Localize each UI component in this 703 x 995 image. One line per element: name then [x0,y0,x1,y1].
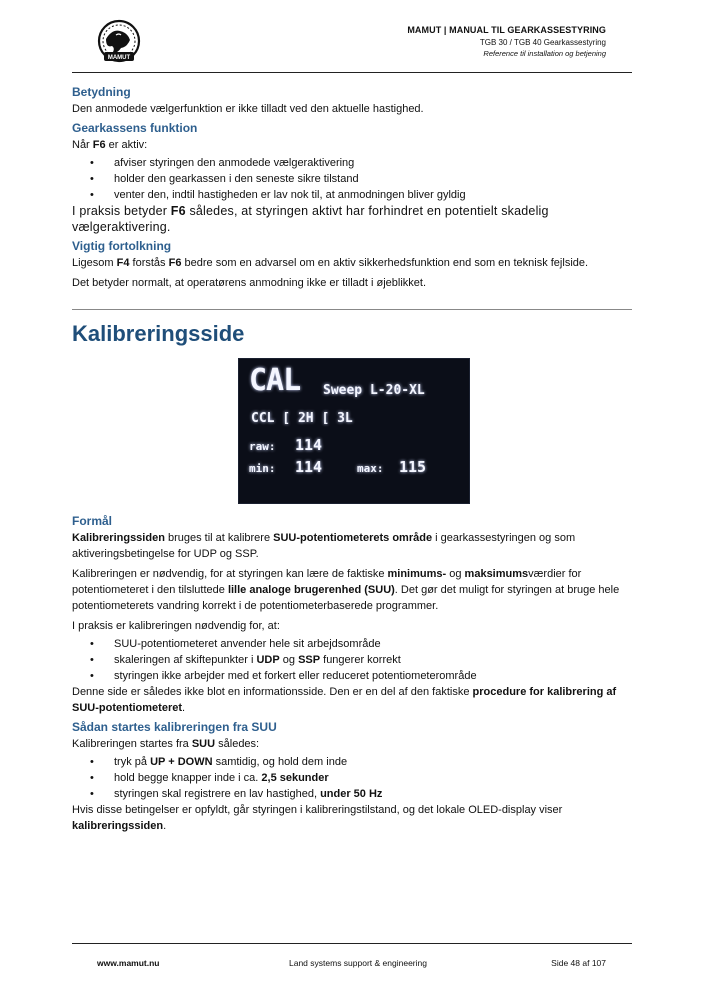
bold-run: F6 [170,204,186,218]
text-run: tryk på [114,756,151,768]
header-subtitle: TGB 30 / TGB 40 Gearkassestyring [479,38,606,47]
text-run: værdier for potentiometeret i den tilsluttede [72,568,582,596]
page-content [72,83,632,834]
text-run: . [163,820,167,832]
paragraph-noedvendig [72,566,632,614]
header-divider [72,72,632,73]
paragraph-betydning: Den anmodede vælgerfunktion er ikke tilladt ved den aktuelle hastighed. [72,103,424,115]
paragraph-denne-side [72,684,632,716]
text-run: Kalibreringen startes fra [72,738,192,750]
oled-min-label: min: [249,462,276,475]
list-item [72,770,632,786]
footer-center-text: Land systems support & engineering [289,958,427,968]
oled-raw-label: raw: [249,440,276,453]
text-run: . [182,702,186,714]
bold-run: under 50 Hz [320,788,383,800]
paragraph-i-praksis: I praksis er kalibreringen nødvendig for, at: [72,620,280,632]
oled-min-value: 114 [295,458,323,476]
text-run: i gearkassestyringen og som aktiveringsbetingelse for UDP og SSP. [72,532,576,560]
oled-cal-label: CAL [249,363,301,398]
text-run: forstås [129,257,169,269]
list-item [72,786,632,802]
paragraph-vigtig [72,255,632,271]
heading-formaal: Formål [72,514,113,528]
text-run: Kalibreringen er nødvendig, for at styringen kan lære de faktiske [72,568,388,580]
bullet-list-kalibrering [72,636,632,684]
bold-run: F6 [92,139,106,151]
list-item: • SUU-potentiometeret anvender hele sit arbejdsområde [72,636,632,652]
paragraph-naar-f6 [72,137,632,153]
paragraph-hvis-betingelser [72,802,632,834]
text-run: fungerer korrekt [320,654,401,666]
list-item [72,754,632,770]
bold-run: lille analoge brugerenhed (SUU) [227,584,395,596]
paragraph-formaal [72,530,632,562]
list-item [72,652,632,668]
paragraph-kalibrering-startes [72,736,632,752]
header-title: MAMUT | MANUAL TIL GEARKASSESTYRING [407,25,606,35]
text-run: er aktiv: [105,139,148,151]
page-header [0,0,703,75]
text-run: styringen skal registrere en lav hastighed, [114,788,321,800]
bold-run: SSP [298,654,321,666]
bold-run: 2,5 sekunder [261,772,329,784]
text-run: hold begge knapper inde i ca. [114,772,262,784]
list-item: • holder den gearkassen i den seneste sikre tilstand [72,171,632,187]
text-run: således: [215,738,260,750]
oled-raw-value: 114 [295,436,323,454]
oled-sweep-text: Sweep L-20-XL [323,383,425,398]
list-item: • venter den, indtil hastigheden er lav nok til, at anmodningen bliver gyldig [72,187,632,203]
bold-run: SUU-potentiometerets område [273,532,433,544]
text-run: således, at styringen aktivt har forhindret en potentielt skadelig vælgeraktivering. [72,204,549,234]
text-run: I praksis betyder [72,204,171,218]
oled-max-label: max: [357,462,384,475]
mamut-logo [94,19,144,65]
text-run: . Det gør det muligt for styringen at bruge hele potentiometerets vandring korrekt i de potentiometerbaserede programmer. [72,584,620,612]
footer-divider [72,943,632,944]
heading-betydning: Betydning [72,85,131,99]
heading-saadan-startes: Sådan startes kalibreringen fra SUU [72,720,277,734]
bold-run: Kalibreringssiden [72,532,165,544]
text-run: bedre som en advarsel om en aktiv sikkerhedsfunktion end som en teknisk fejlside. [181,257,589,269]
bold-run: UP + DOWN [150,756,213,768]
text-run: skaleringen af skiftepunkter i [114,654,257,666]
bold-run: minimums- [387,568,447,580]
bold-run: UDP [256,654,280,666]
bold-run: procedure for kalibrering af SUU-potentiometeret [72,686,617,714]
footer-url: www.mamut.nu [97,958,160,968]
list-item: • styringen ikke arbejder med et forkert eller reduceret potentiometerområde [72,668,632,684]
heading-gearkassens-funktion: Gearkassens funktion [72,121,198,135]
section-title: Kalibreringsside [72,321,245,346]
paragraph-normalt: Det betyder normalt, at operatørens anmodning ikke er tilladt i øjeblikket. [72,277,426,289]
text-run: Ligesom [72,257,117,269]
bullet-list-f6 [72,155,632,203]
oled-display-image [238,358,470,504]
list-item: • afviser styringen den anmodede vælgeraktivering [72,155,632,171]
text-run: Når [72,139,93,151]
bold-run: F6 [168,257,182,269]
text-run: Hvis disse betingelser er opfyldt, går styringen i kalibreringstilstand, og det lokale OLED-display viser [72,804,563,816]
bold-run: kalibreringssiden [72,820,164,832]
text-run: og [279,654,299,666]
oled-max-value: 115 [399,458,427,476]
text-run: og [446,568,465,580]
bullet-list-start [72,754,632,802]
bold-run: SUU [191,738,216,750]
bold-run: F4 [116,257,130,269]
footer-page-number: Side 48 af 107 [551,958,606,968]
svg-text:MAMUT: MAMUT [107,55,131,61]
text-run: bruges til at kalibrere [164,532,274,544]
bold-run: maksimums [464,568,529,580]
text-run: samtidig, og hold dem inde [212,756,348,768]
paragraph-praksis-f6 [72,203,632,235]
header-text-block [407,25,606,58]
header-reference: Reference til installation og betjening [483,49,606,58]
text-run: Denne side er således ikke blot en informationsside. Den er en del af den faktiske [72,686,473,698]
oled-ccl-text: CCL [ 2H [ 3L [251,411,353,426]
heading-vigtig-fortolkning: Vigtig fortolkning [72,239,172,253]
